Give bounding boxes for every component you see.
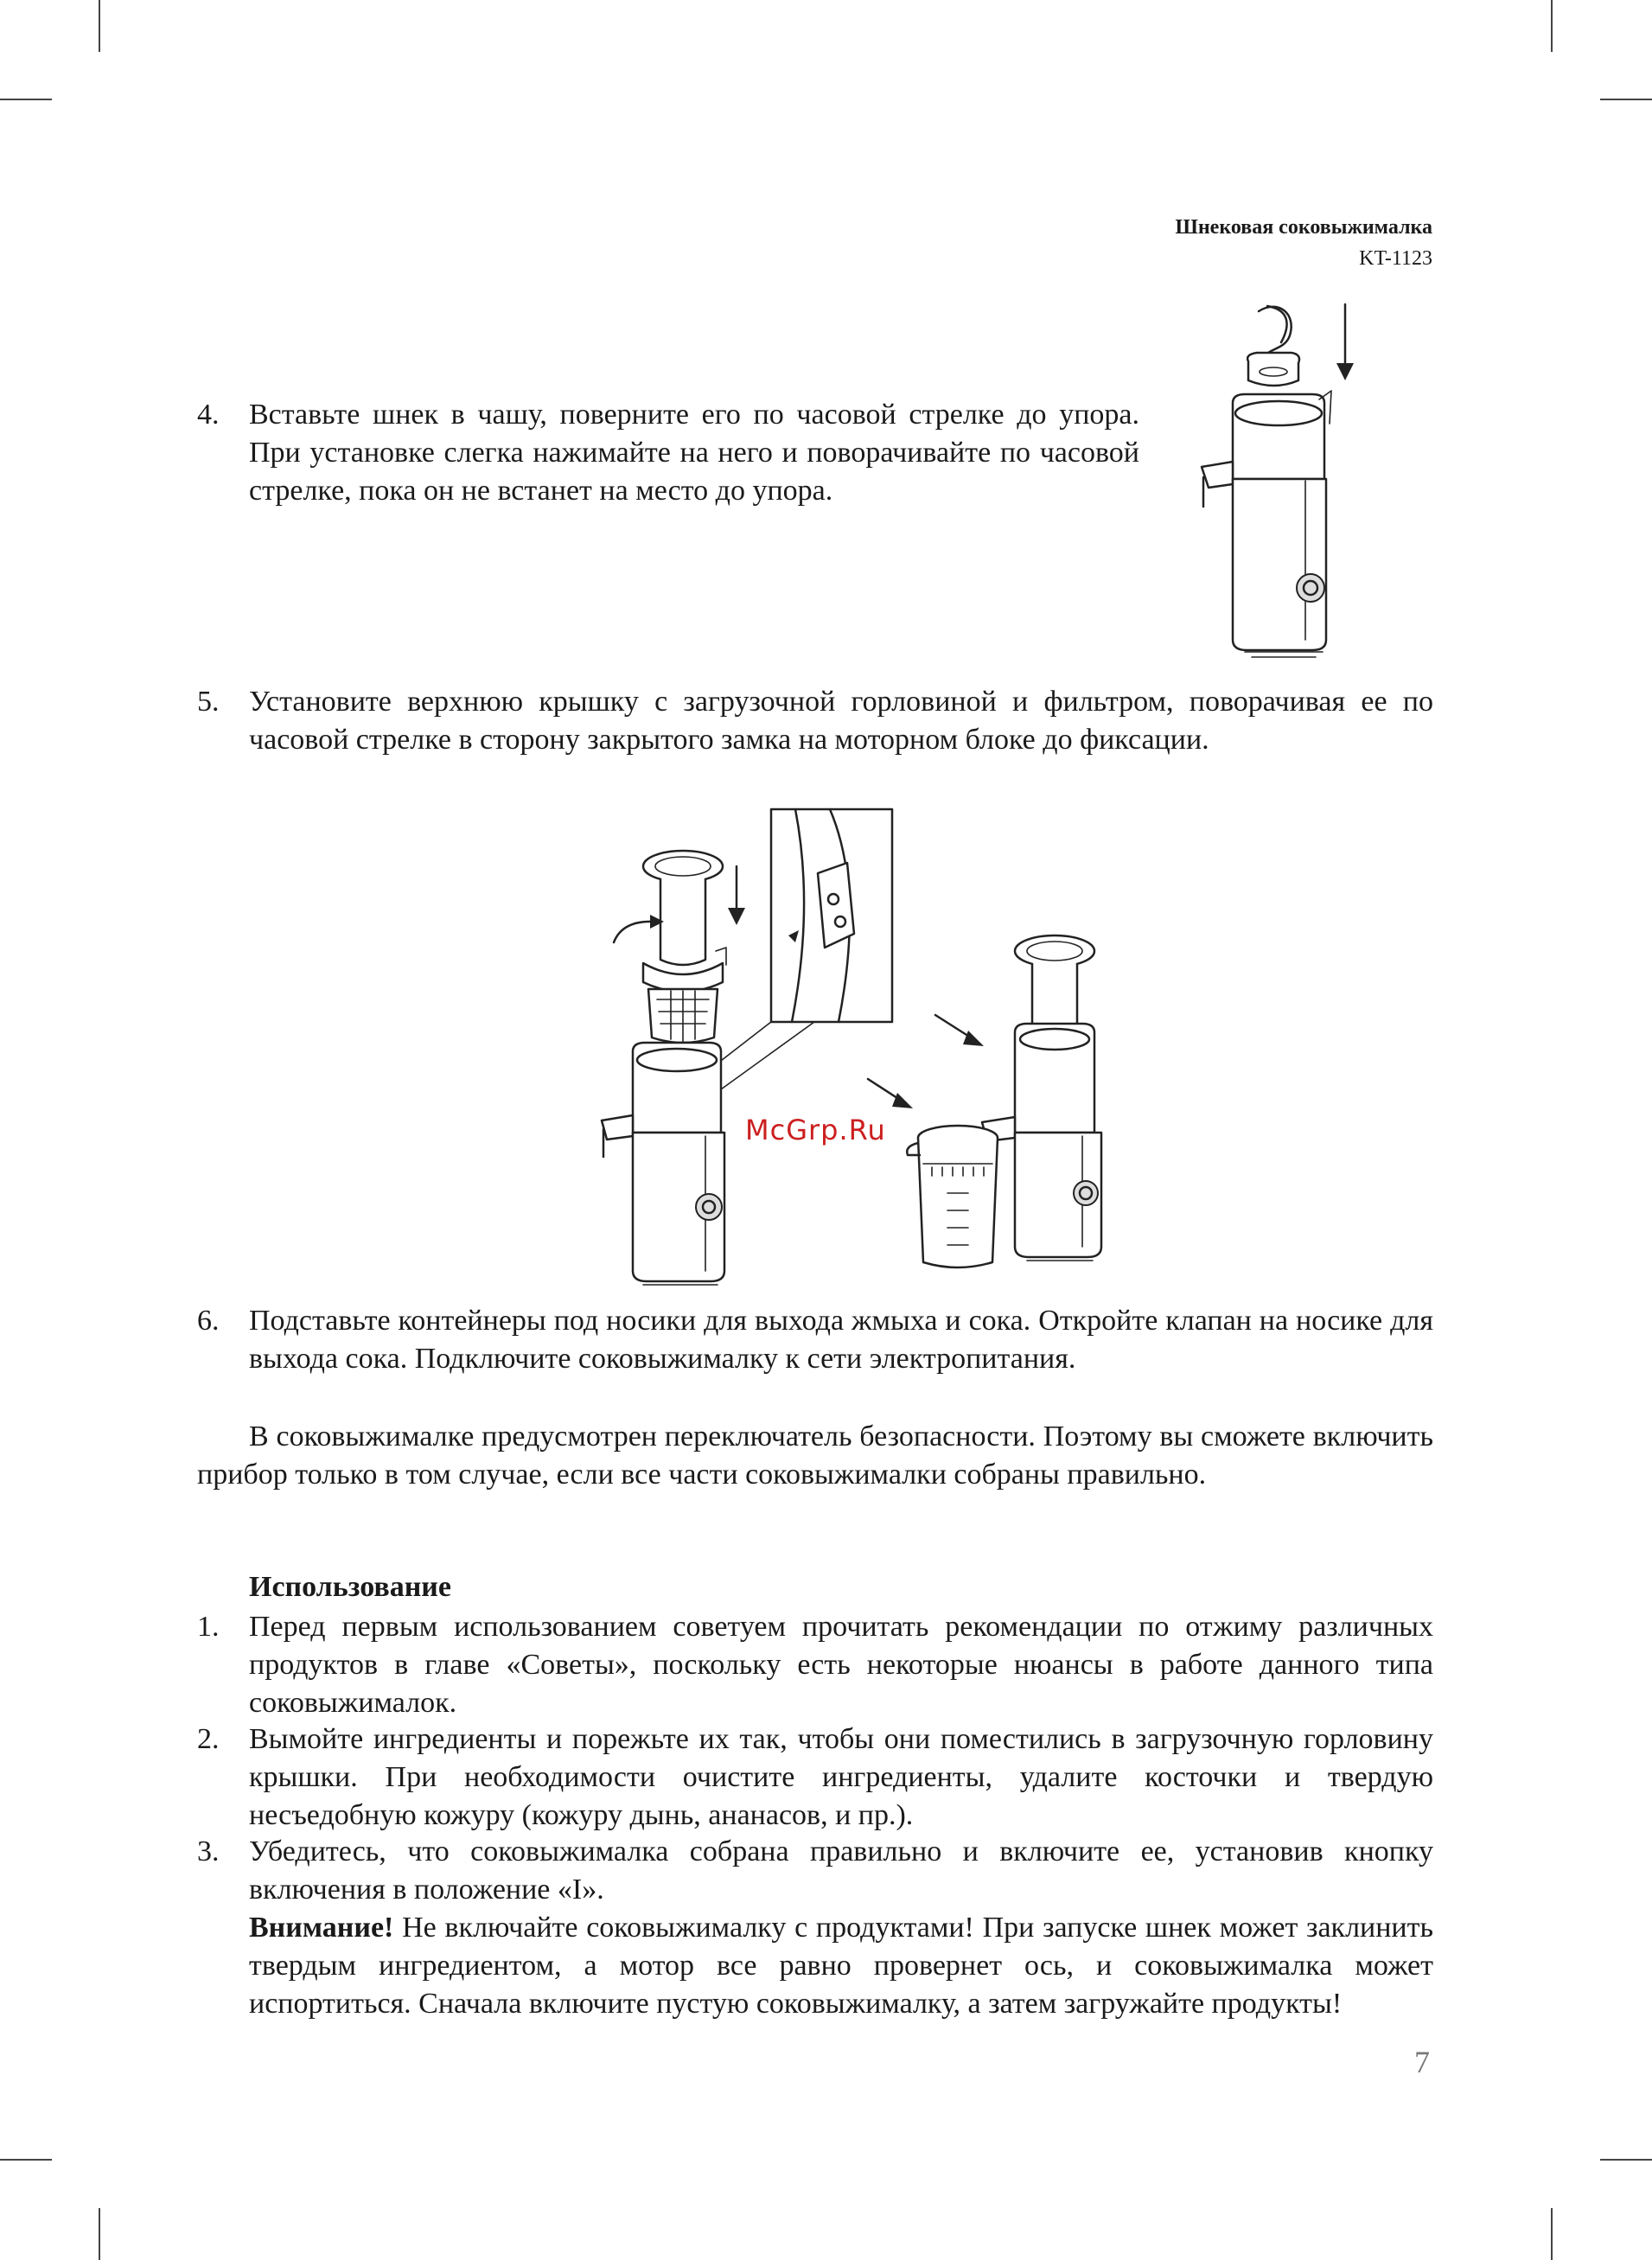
down-arrow <box>728 866 745 925</box>
filter-basket <box>648 989 718 1043</box>
usage-text: Перед первым использованием советуем прочитать рекомендации по отжиму различных продуктов в главе «Советы», поскольку есть некоторые нюансы в работе данного типа соковыжималок. <box>249 1611 1433 1719</box>
crop-mark <box>1600 2159 1652 2161</box>
usage-text: Убедитесь, что соковыжималка собрана правильно и включите ее, установив кнопку включения в положение «I». <box>249 1835 1433 1906</box>
usage-number: 1. <box>197 1611 220 1643</box>
assembly-step-5 <box>197 683 1433 804</box>
crop-mark <box>99 2208 100 2260</box>
assembly-step-6 <box>197 1302 1433 1385</box>
safety-paragraph: В соковыжималке предусмотрен переключатель безопасности. Поэтому вы сможете включить прибор только в том случае, если все части соковыжималки собраны правильно. <box>197 1420 1433 1491</box>
lock-detail-inset <box>718 809 892 1089</box>
auger-insertion-illustration <box>1184 294 1444 674</box>
usage-heading: Использование <box>249 1571 451 1603</box>
direction-arrow <box>935 1015 984 1046</box>
usage-number: 2. <box>197 1723 220 1755</box>
rotate-arrow <box>614 915 664 942</box>
step-text: Вставьте шнек в чашу, поверните его по часовой стрелке до упора. При установке слегка нажимайте на него и поворачивайте по часовой стрелке, пока он не встанет на место до упора. <box>249 399 1139 507</box>
juicer-assembled <box>982 935 1101 1261</box>
usage-text: Вымойте ингредиенты и порежьте их так, чтобы они поместились в загрузочную горловину крышки. При необходимости очистите ингредиенты, удалите косточки и твердую несъедобную кожуру (кожуру дынь, ананасов, и пр.). <box>249 1723 1433 1831</box>
warning-text: Не включайте соковыжималку с продуктами! При запуске шнек может заклинить твердым ингредиентом, а мотор все равно провернет ось, и соковыжималка может испортиться. Сначала включите пустую соковыжималку, а затем загружайте продукты! <box>249 1912 1433 2020</box>
crop-mark <box>1600 99 1652 100</box>
usage-number: 3. <box>197 1835 220 1867</box>
usage-item-3 <box>197 1833 1433 2066</box>
watermark: McGrp.Ru <box>745 1114 886 1146</box>
down-arrow <box>1336 304 1354 380</box>
crop-mark <box>0 99 52 100</box>
crop-mark <box>0 2159 52 2161</box>
step-number: 5. <box>197 686 220 718</box>
step-text: Подставьте контейнеры под носики для выхода жмыха и сока. Откройте клапан на носике для выхода сока. Подключите соковыжималку к сети электропитания. <box>249 1305 1433 1375</box>
lid-assembly-illustration <box>588 804 1124 1288</box>
header-title: Шнековая соковыжималка <box>1175 216 1432 239</box>
auger-part <box>1247 306 1299 386</box>
assembly-step-4 <box>197 396 1139 552</box>
warning-label: Внимание! <box>249 1912 394 1944</box>
step-text: Установите верхнюю крышку с загрузочной горловиной и фильтром, поворачивая ее по часовой стрелке в сторону закрытого замка на моторном блоке до фиксации. <box>249 686 1433 756</box>
juicer-base-left <box>602 1043 724 1285</box>
page-number: 7 <box>1414 2045 1430 2079</box>
warning-paragraph <box>249 1909 1433 2023</box>
usage-item-1 <box>197 1608 1433 1722</box>
header-model: KT-1123 <box>1359 247 1432 270</box>
step-number: 6. <box>197 1305 220 1337</box>
usage-item-2 <box>197 1721 1433 1835</box>
step-number: 4. <box>197 399 220 431</box>
direction-arrow <box>868 1079 913 1108</box>
crop-mark <box>1551 2208 1553 2260</box>
juicer-base <box>1202 391 1331 657</box>
crop-mark <box>99 0 100 52</box>
juice-jug <box>907 1126 998 1267</box>
crop-mark <box>1551 0 1553 52</box>
